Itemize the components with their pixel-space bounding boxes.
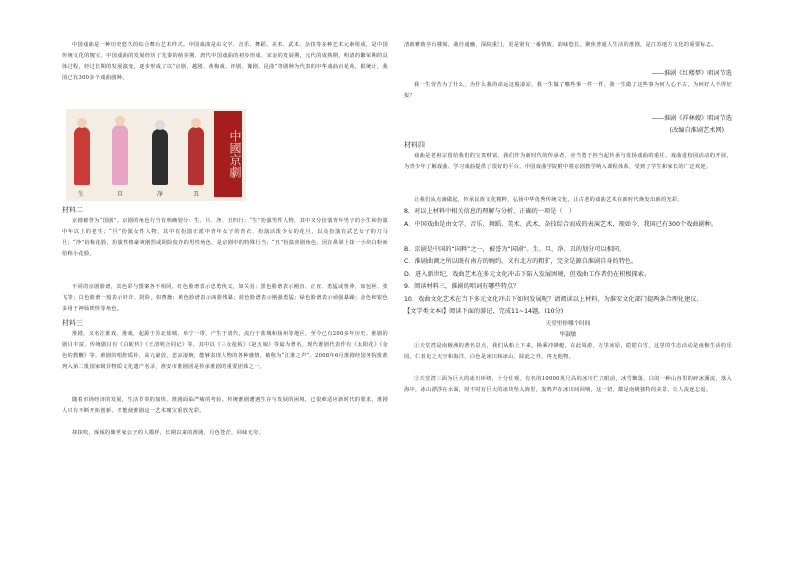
right-column bbox=[404, 40, 732, 407]
material-3-heading: 材料三 bbox=[62, 319, 83, 327]
material-3-paragraph-3: 抹抹吹，琢琢的像世家公子的人模样，长期以来的淮剧，月色苍茫，回味无穷。 bbox=[72, 430, 265, 436]
source-adapted: (改编自淮剧艺术网) bbox=[669, 127, 724, 134]
material-2-paragraph-2: 不同的京剧脸谱，其色彩与图案各不相同。红色脸谱表示忠勇侠义，如关羽；黑色脸谱表示刚直、正直、勇猛或鲁莽，如包拯、张飞等；白色脸谱一般表示奸诈、阴险，如曹操；黄色脸谱表示凶狠残暴；蓝色脸谱表示刚强勇猛；绿色脸谱表示顽强暴躁；金色和银色多用于神仙妖怪等角色。 bbox=[62, 284, 388, 312]
opera-figure bbox=[66, 109, 246, 201]
chou-figure bbox=[188, 127, 204, 185]
option-8a: A．中国戏曲是由文学、音乐、舞蹈、美术、武术、杂技综合而成的表演艺术，现如今，我国已有300个戏曲剧种。 bbox=[404, 220, 718, 228]
option-8c: C．淮剧曲调之所以既有南方的婉约，又有北方的粗犷，完全是源自淮剧自身的特色。 bbox=[404, 258, 638, 265]
material-3-paragraph-2: 随着市场经济的发展，生活节奏的加快，淮剧面临严峻的考验。传统淮剧遭遇生存与发展的困境，已很难适应新时代的要求，淮剧人只有不断开拓创新，才能使淮剧这一艺术瑰宝重放光彩。 bbox=[62, 397, 388, 414]
sheng-figure bbox=[74, 127, 90, 185]
material-4-paragraph-1: 戏曲是老祖宗留给我们的宝贵财富，我们作为新时代的传承者，应当勇于担当起传承与发扬戏曲的重任。戏曲进校园活动的开展，为青少年了解戏曲、学习戏曲提供了很好的平台。中国戏曲学院附中将京剧教学纳入课程体系，受到了学生和家长的广泛欢迎。 bbox=[404, 153, 732, 170]
option-8b: B．京剧是中国的“国粹”之一，被誉为“国剧”。生、旦、净、丑的划分可以相同。 bbox=[404, 245, 626, 253]
xianglinsao-aria: 我一生劳苦为了什么，为什么我的命运这般凄凉，我一生做了哪些事一件一件，我一生做了这些事为何人心不古，为何好人不得好报？ bbox=[404, 82, 732, 99]
source-hongloumeng: ——淮剧《红楼梦》唱词节选 bbox=[651, 70, 732, 77]
caption-sheng: 生 bbox=[78, 191, 85, 198]
intro-paragraph: 中国戏曲是一种历史悠久的综合舞台艺术样式。中国戏曲是由文学、音乐、舞蹈、美术、武术、杂技等多种艺术元素组成，是中国传统文化的瑰宝。中国戏曲的发展经历了先秦的萌芽期、唐代中国戏曲的初步形成、宋金的发展期，元代的成熟期，明清的繁荣期的具体过程，经过长期的发展演变，逐步形成了以“京剧、越剧、黄梅戏、评剧、豫剧、昆曲”等剧种为代表的中华戏曲百花苑，据统计，我国已有300多个戏曲剧种。 bbox=[62, 42, 388, 81]
material-3-paragraph-1: 淮剧，又名江淮戏、淮戏，起源于苏北盐城、阜宁一带，产生于清代，流行于盐城和扬州等地区，至今已有200多年历史。淮剧的剧目丰富，传统剧目有《白蛇传》《王清明合同记》等，其中以《三女抢板》《赵五娘》等最为著名。现代淮剧代表作有《太阳花》《金色的教鞭》等。淮剧的唱腔质朴，高亢豪放，悲凉凄婉，能够表现人物的各种感情，被称为“江淮之声”。2008年6月淮剧经国务院批准列入第二批国家级非物质文化遗产名录，淮安市淮剧团是传承淮剧的重要团体之一。 bbox=[62, 331, 388, 370]
source-xianglinsao: ——淮剧《祥林嫂》唱词节选 bbox=[651, 115, 732, 122]
essay-title: 天堂里你哪个时间 bbox=[545, 320, 591, 327]
dan-figure bbox=[112, 125, 128, 185]
essay-author: 毕淑敏 bbox=[559, 331, 577, 338]
option-8d: D．进入新世纪，戏曲艺术在多元文化冲击下陷入发展困境，但戏曲工作者仍在积极探索。 bbox=[404, 270, 651, 278]
literary-text-instruction: 【文学类文本Ⅰ】阅读下面的游记，完成11~14题。(10分) bbox=[404, 308, 564, 315]
jing-figure bbox=[152, 129, 168, 185]
continued-paragraph: 清新雅致亭台楼阁，曲径通幽，深院重门，更是别有一番情致，韵味悠长。聚焦普通人生活的淮剧，是江苏地方文化的重要标志。 bbox=[404, 42, 717, 48]
left-column bbox=[62, 40, 388, 439]
essay-paragraph-2: ②天堂湾三面为巨大的冰川环绕，十分壮观。有名的10000英尺高的冰川伫立眼前，冰雪飘落，白的一种山谷里的碎冰溪流，落入海中，冰山漂浮在水面，时不时有巨大的冰块坠入海里，轰鸣声在冰川间回响，这一切，都是南极独特的美景，让人流连忘返。 bbox=[404, 375, 732, 393]
material-2-paragraph-1: 京剧被誉为“国剧”。京剧的角色行当有明确划分：生、旦、净、丑四行；“生”扮演男性人物，其中又分扮演青年男子的小生和扮演中年以上的老生；“旦”扮演女性人物，其中有扮演正派中青年女子的青衣、扮演活泼少女的花旦，以及扮演有武艺女子的刀马旦；“净”俗称花脸，扮演性格豪爽刚烈或阴险狡诈的男性角色，是京剧中的特殊行当；“丑”扮演喜剧角色，因在鼻梁上抹一小块白粉而俗称小花脸。 bbox=[62, 218, 388, 257]
caption-chou: 丑 bbox=[193, 191, 200, 198]
question-9: 9．阅读材料三，淮剧的唱词有哪些特点？ bbox=[404, 283, 520, 290]
material-4-paragraph-2: 让我们从点滴做起，传承民族文化精粹，弘扬中华优秀传统文化，让古老的戏曲艺术在新时代焕发出新的光彩。 bbox=[414, 197, 683, 203]
material-4-heading: 材料四 bbox=[404, 141, 425, 149]
question-10: 10．戏曲文化艺术在当下多元文化冲击下如何发展呢？请阅读以上材料，为淮安文化部门提两条合理化建议。 bbox=[404, 295, 703, 303]
calligraphy-banner: 中國京劇 bbox=[214, 111, 242, 197]
caption-dan: 旦 bbox=[117, 191, 124, 198]
caption-jing: 净 bbox=[157, 191, 164, 198]
essay-paragraph-1: ①天堂湾是南极洲的著名景点，我们从船上下来，换乘冲锋艇，在此周游。万里冰原，皑皑白雪，这里的生态活动是南极生活的乐园。仁者见之天空和海洋，白色是冰川和冰山，除此之外，再无他物。 bbox=[404, 342, 732, 360]
material-2-heading: 材料二 bbox=[62, 206, 83, 214]
question-8: 8．对以上材料中相关信息的理解与分析，正确的一项是（ ） bbox=[404, 208, 575, 215]
